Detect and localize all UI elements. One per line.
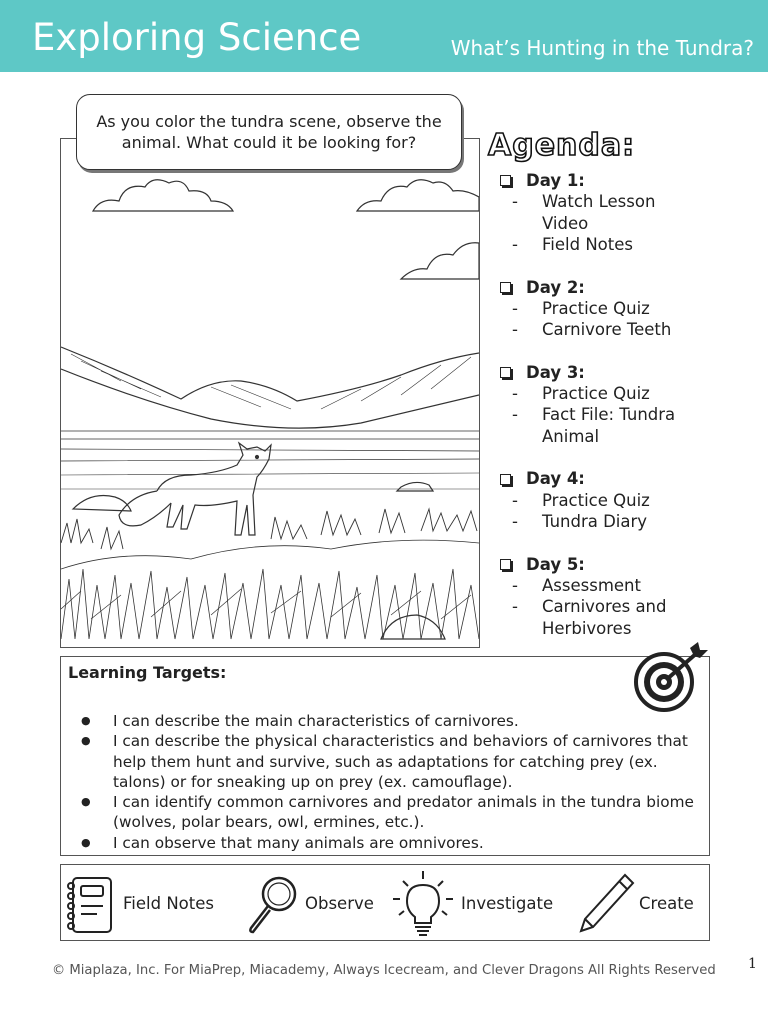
learning-target-item: ● I can describe the physical characteristics and behaviors of carnivores that help them hunt and survive, such as adaptations for catching prey (ex. talons) or for sneaking up on prey (ex. camouflage). [81, 731, 701, 792]
observation-prompt-box [76, 94, 462, 170]
dash-bullet: - [512, 576, 518, 596]
dash-bullet: - [512, 234, 518, 254]
task-item: Assessment [542, 576, 641, 596]
learning-target-item: ● I can identify common carnivores and predator animals in the tundra biome (wolves, polar bears, owl, ermines, etc.). [81, 792, 701, 833]
agenda-day-4 [500, 468, 760, 532]
dash-bullet: - [512, 405, 518, 425]
task-item: Tundra Diary [542, 512, 648, 532]
checkbox-icon[interactable] [500, 559, 511, 570]
agenda-day-2 [500, 277, 760, 341]
checkbox-icon[interactable] [500, 367, 511, 378]
page-number: 1 [748, 956, 757, 972]
agenda-day-3 [500, 362, 760, 447]
dash-bullet: - [512, 298, 518, 318]
dash-bullet: - [512, 512, 518, 532]
dash-bullet: - [512, 192, 518, 212]
skill-label: Investigate [461, 894, 554, 913]
skill-investigate [391, 865, 553, 942]
page-title: Exploring Science [32, 16, 362, 59]
skill-create [575, 865, 694, 942]
page-subtitle: What’s Hunting in the Tundra? [450, 36, 754, 60]
learning-targets-list [81, 711, 701, 853]
skill-observe [243, 865, 374, 942]
task-item: Practice Quiz [542, 298, 650, 318]
task-item: Watch Lesson Video [542, 192, 656, 233]
day-label: Day 2: [526, 277, 585, 297]
task-item: Carnivore Teeth [542, 320, 672, 340]
day-label: Day 3: [526, 362, 585, 382]
dash-bullet: - [512, 384, 518, 404]
dash-bullet: - [512, 597, 518, 617]
task-item: Carnivores and Herbivores [542, 597, 667, 638]
dash-bullet: - [512, 320, 518, 340]
pencil-icon [575, 871, 637, 937]
dash-bullet: - [512, 490, 518, 510]
learning-target-item: ● I can observe that many animals are omnivores. [81, 833, 701, 853]
task-item: Field Notes [542, 234, 633, 254]
task-item: Practice Quiz [542, 384, 650, 404]
task-item: Practice Quiz [542, 490, 650, 510]
checkbox-icon[interactable] [500, 282, 511, 293]
page-header [0, 0, 768, 72]
learning-targets-box [60, 656, 710, 856]
agenda-day-1 [500, 170, 760, 255]
tundra-coloring-scene [60, 138, 480, 648]
lightbulb-icon [391, 869, 455, 939]
skill-label: Observe [305, 894, 374, 913]
agenda-day-5 [500, 554, 760, 639]
skill-label: Field Notes [123, 894, 214, 913]
day-label: Day 5: [526, 554, 585, 574]
notebook-icon [63, 872, 115, 936]
skill-label: Create [639, 894, 694, 913]
checkbox-icon[interactable] [500, 474, 511, 485]
learning-target-item: ● I can describe the main characteristics of carnivores. [81, 711, 701, 731]
agenda-title: Agenda: [488, 128, 636, 163]
day-label: Day 4: [526, 469, 585, 489]
task-item: Fact File: Tundra Animal [542, 405, 676, 446]
prompt-text: As you color the tundra scene, observe the animal. What could it be looking for? [96, 112, 442, 152]
skills-bar [60, 864, 710, 941]
copyright-footer: © Miaplaza, Inc. For MiaPrep, Miacademy, Always Icecream, and Clever Dragons All Rights Reserved [52, 963, 716, 978]
day-label: Day 1: [526, 171, 585, 190]
checkbox-icon[interactable] [500, 175, 511, 186]
bullseye-target-icon [632, 640, 712, 716]
magnifying-glass-icon [243, 872, 303, 936]
learning-targets-heading: Learning Targets: [68, 663, 227, 682]
skill-field-notes [63, 865, 214, 942]
agenda-list [500, 170, 760, 660]
